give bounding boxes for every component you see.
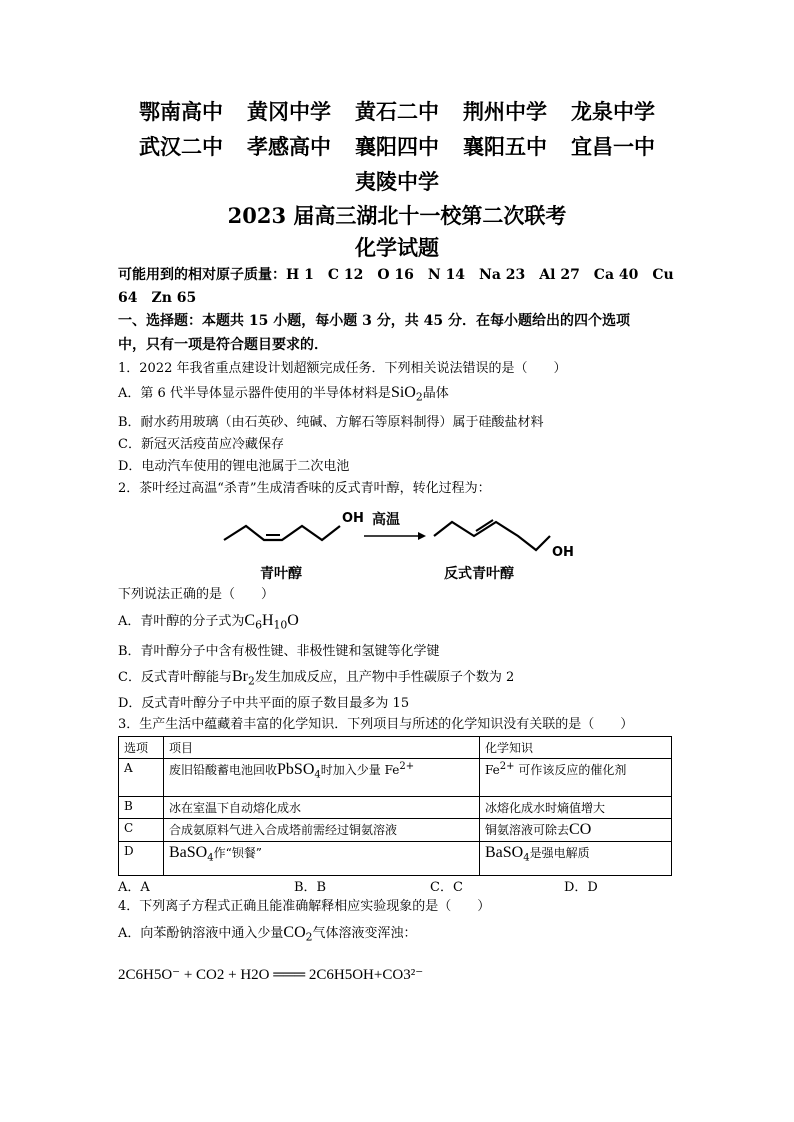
- knowledge-subscript: 4: [523, 852, 530, 864]
- row-item: 冰在室温下自动熔化成水: [164, 797, 480, 819]
- school-name: 龙泉中学: [571, 100, 655, 124]
- table-row: [119, 842, 672, 876]
- q4-a-text-end: 气体溶液变浑浊：: [312, 926, 417, 941]
- q2-option-c: [118, 668, 698, 691]
- school-name: 宜昌一中: [571, 135, 655, 159]
- q2-a-text: A．青叶醇的分子式为: [118, 614, 245, 629]
- row-knowledge: 冰熔化成水时熵值增大: [480, 797, 672, 819]
- row-knowledge: [480, 759, 672, 797]
- school-name: 鄂南高中: [139, 100, 223, 124]
- formula-o: O: [287, 612, 299, 629]
- formula-h-subscript: 10: [273, 618, 288, 632]
- q2-stem: 2．茶叶经过高温“杀青”生成清香味的反式青叶醇，转化过程为：: [118, 481, 491, 496]
- exam-subject: 化学试题: [355, 235, 439, 260]
- q2-option-a: [118, 612, 698, 635]
- answer-option-d: D．D: [564, 880, 598, 895]
- item-text-end: 时加入少量 Fe: [320, 763, 400, 777]
- trans-molecule-skeleton: [434, 522, 550, 550]
- school-name: 襄阳四中: [355, 135, 439, 159]
- arrow-head: [418, 532, 426, 540]
- formula-c-subscript: 6: [255, 618, 262, 632]
- q1-a-text: A．第 6 代半导体显示器件使用的半导体材料是: [118, 386, 391, 401]
- molecule-name-left: 青叶醇: [260, 566, 302, 582]
- table-header-row: [119, 737, 672, 759]
- q4-stem: 4．下列离子方程式正确且能准确解释相应实验现象的是（ ）: [118, 899, 491, 914]
- row-option: B: [119, 797, 164, 819]
- header-knowledge: 化学知识: [480, 737, 672, 759]
- q4-a-subscript: 2: [305, 930, 313, 944]
- school-list-row-2: [0, 131, 794, 161]
- row-option: C: [119, 819, 164, 842]
- row-item: 合成氨原料气进入合成塔前需经过铜氨溶液: [164, 819, 480, 842]
- q2-option-d: D．反式青叶醇分子中共平面的原子数目最多为 15: [118, 696, 410, 711]
- answer-option-a: A．A: [118, 880, 150, 895]
- q4-ionic-equation: 2C6H5O⁻ + CO2 + H2O ═══ 2C6H5OH+CO3²⁻: [118, 967, 424, 983]
- answer-option-b: B．B: [294, 880, 327, 895]
- q4-option-a: [118, 924, 698, 947]
- q2-c-subscript: 2: [247, 674, 255, 688]
- oh-label-left: OH: [342, 511, 364, 526]
- row-knowledge: [480, 842, 672, 876]
- table-row: [119, 759, 672, 797]
- q1-option-b: B．耐水药用玻璃（由石英砂、纯碱、方解石等原料制得）属于硅酸盐材料: [118, 415, 544, 430]
- knowledge-text: 是强电解质: [529, 846, 590, 860]
- table-row: [119, 797, 672, 819]
- school-name: 荆州中学: [463, 100, 547, 124]
- item-formula: BaSO: [169, 844, 208, 861]
- knowledge-formula: CO: [569, 821, 592, 838]
- school-list-row-3: [0, 166, 794, 196]
- q1-a-text-end: 晶体: [422, 386, 449, 401]
- row-option: A: [119, 759, 164, 797]
- row-item: [164, 842, 480, 876]
- exam-title: 2023 届高三湖北十一校第二次联考: [227, 203, 567, 228]
- item-superscript: 2+: [399, 761, 415, 772]
- header-option: 选项: [119, 737, 164, 759]
- q2-c-text: C．反式青叶醇能与: [118, 670, 232, 685]
- section-heading-line-1: 一、选择题：本题共 15 小题，每小题 3 分，共 45 分．在每小题给出的四个选项: [118, 313, 630, 329]
- q1-option-c: C．新冠灭活疫苗应冷藏保存: [118, 437, 284, 452]
- row-option: D: [119, 842, 164, 876]
- item-subscript: 4: [314, 769, 321, 781]
- item-formula: PbSO: [277, 761, 315, 778]
- q1-a-formula: SiO: [390, 384, 416, 401]
- q2-question: 下列说法正确的是（ ）: [118, 587, 275, 602]
- school-name: 襄阳五中: [463, 135, 547, 159]
- knowledge-formula: BaSO: [485, 844, 524, 861]
- q4-a-text: A．向苯酚钠溶液中通入少量: [118, 926, 284, 941]
- q1-option-a: [118, 384, 698, 407]
- formula-c: C: [244, 612, 256, 629]
- item-subscript: 4: [207, 852, 214, 864]
- knowledge-text: 可作该反应的催化剂: [514, 763, 627, 777]
- cis-molecule-skeleton: [224, 526, 340, 540]
- school-name: 夷陵中学: [355, 170, 439, 194]
- q1-stem: 1．2022 年我省重点建设计划超额完成任务．下列相关说法错误的是（ ）: [118, 361, 567, 376]
- knowledge-text: 铜氨溶液可除去: [485, 823, 570, 837]
- item-text: 废旧铅酸蓄电池回收: [169, 763, 278, 777]
- knowledge-ion: Fe: [485, 763, 500, 777]
- molecule-name-right: 反式青叶醇: [444, 566, 514, 582]
- oh-label-right: OH: [552, 545, 574, 560]
- arrow-condition: 高温: [372, 512, 400, 528]
- q4-a-formula: CO: [283, 924, 306, 941]
- formula-h: H: [261, 612, 274, 629]
- q1-a-subscript: 2: [415, 390, 423, 404]
- q1-option-d: D．电动汽车使用的锂电池属于二次电池: [118, 459, 350, 474]
- school-name: 黄石二中: [355, 100, 439, 124]
- school-list-row-1: [0, 96, 794, 126]
- header-item: 项目: [164, 737, 480, 759]
- q3-table: [118, 736, 672, 876]
- atomic-masses-line-2: 64 Zn 65: [118, 290, 197, 306]
- school-name: 武汉二中: [139, 135, 223, 159]
- section-heading-line-2: 中，只有一项是符合题目要求的．: [118, 337, 328, 353]
- q2-c-text-end: 发生加成反应，且产物中手性碳原子个数为 2: [254, 670, 515, 685]
- school-name: 黄冈中学: [247, 100, 331, 124]
- school-name: 孝感高中: [247, 135, 331, 159]
- row-item: [164, 759, 480, 797]
- knowledge-superscript: 2+: [499, 761, 515, 772]
- atomic-masses-line-1: 可能用到的相对原子质量：H 1 C 12 O 16 N 14 Na 23 Al 27 Ca 40 Cu: [118, 267, 674, 283]
- table-row: [119, 819, 672, 842]
- answer-option-c: C．C: [430, 880, 463, 895]
- item-text-end: 作“钡餐”: [213, 846, 262, 860]
- q3-stem: 3．生产生活中蕴藏着丰富的化学知识．下列项目与所述的化学知识没有关联的是（ ）: [118, 717, 634, 732]
- q2-reaction-diagram: [200, 502, 600, 588]
- row-knowledge: [480, 819, 672, 842]
- q2-option-b: B．青叶醇分子中含有极性键、非极性键和氢键等化学键: [118, 644, 440, 659]
- q2-c-formula: Br: [231, 668, 248, 685]
